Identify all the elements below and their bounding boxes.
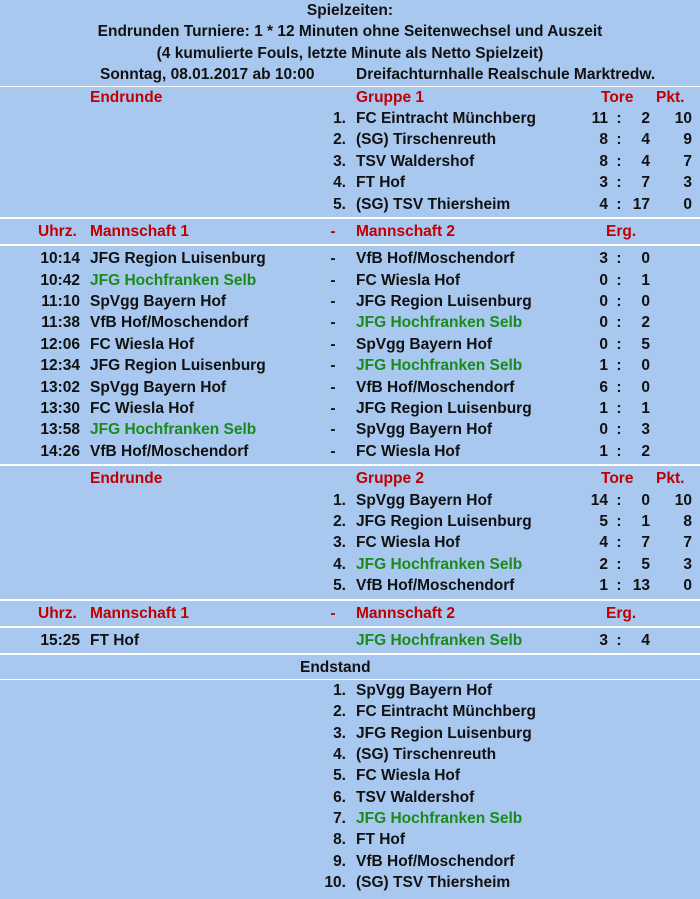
goals-against: 5: [641, 555, 650, 573]
goals-against: 17: [632, 195, 650, 213]
home-team: VfB Hof/Moschendorf: [90, 314, 249, 332]
team-name: SpVgg Bayern Hof: [356, 491, 493, 509]
team-name: (SG) Tirschenreuth: [356, 131, 497, 149]
team2-header: Mannschaft 2: [356, 604, 456, 622]
rank: 6.: [333, 788, 346, 806]
home-score: 3: [599, 631, 608, 649]
header-rules-line-2: (4 kumulierte Fouls, letzte Minute als Netto Spielzeit): [156, 44, 544, 62]
standings-title: Endstand: [300, 659, 371, 677]
team-name: FT Hof: [356, 831, 406, 849]
points-label: Pkt.: [656, 88, 685, 106]
match-row: [0, 291, 700, 312]
match-time: 13:02: [40, 378, 80, 396]
goals-colon: :: [616, 131, 622, 149]
goals-against: 7: [641, 174, 650, 192]
away-team: JFG Hochfranken Selb: [356, 357, 523, 375]
goals-for: 2: [599, 555, 608, 573]
team-name: VfB Hof/Moschendorf: [356, 577, 515, 595]
goals-for: 4: [599, 195, 608, 213]
team-name: SpVgg Bayern Hof: [356, 681, 493, 699]
match-row: [0, 398, 700, 419]
group-1-table: [0, 87, 700, 215]
goals-colon: :: [616, 512, 622, 530]
goals-for: 11: [591, 109, 608, 127]
goals-for: 1: [599, 577, 608, 595]
match-time: 12:34: [40, 357, 80, 375]
team-name: TSV Waldershof: [356, 788, 475, 806]
match-dash: -: [330, 421, 336, 439]
points-label: Pkt.: [656, 470, 685, 488]
team-name: FC Eintracht Münchberg: [356, 703, 536, 721]
away-score: 0: [641, 293, 650, 311]
table-row: [0, 554, 700, 575]
score-colon: :: [616, 421, 622, 439]
goals-against: 4: [641, 131, 650, 149]
goals-colon: :: [616, 174, 622, 192]
match-row: [0, 441, 700, 462]
rank: 1.: [333, 491, 346, 509]
dash-header: -: [330, 604, 336, 622]
rank: 1.: [333, 681, 346, 699]
table-row: [0, 194, 700, 215]
match-time: 12:06: [40, 335, 80, 353]
table-row: [0, 129, 700, 150]
home-score: 0: [599, 421, 608, 439]
goals-for: 14: [590, 491, 608, 509]
goals-against: 2: [641, 109, 650, 127]
home-team: FC Wiesla Hof: [90, 335, 195, 353]
rank: 3.: [333, 534, 346, 552]
match-row: [0, 270, 700, 291]
match-dash: -: [330, 378, 336, 396]
home-team: JFG Hochfranken Selb: [90, 421, 257, 439]
match-time: 13:58: [40, 421, 80, 439]
away-score: 0: [641, 378, 650, 396]
team1-header: Mannschaft 1: [90, 604, 190, 622]
standings-row: [0, 701, 700, 722]
points: 3: [683, 555, 692, 573]
table-row: [0, 151, 700, 172]
score-colon: :: [616, 293, 622, 311]
goals-colon: :: [616, 534, 622, 552]
away-team: JFG Region Luisenburg: [356, 400, 532, 418]
header-date: Sonntag, 08.01.2017 ab 10:00: [100, 66, 315, 84]
away-team: SpVgg Bayern Hof: [356, 421, 493, 439]
separator: [0, 626, 700, 628]
matches-header: [0, 221, 700, 242]
team-name: JFG Hochfranken Selb: [356, 555, 523, 573]
match-dash: -: [330, 357, 336, 375]
match-time: 15:25: [40, 631, 80, 649]
team-name: JFG Region Luisenburg: [356, 724, 532, 742]
goals-for: 3: [599, 174, 608, 192]
goals-against: 1: [641, 512, 650, 530]
score-colon: :: [616, 250, 622, 268]
goals-colon: :: [616, 195, 622, 213]
rank: 7.: [333, 810, 346, 828]
final-match-row: [0, 630, 700, 651]
away-score: 2: [641, 314, 650, 332]
header-title: Spielzeiten:: [306, 2, 394, 19]
away-team: JFG Hochfranken Selb: [356, 631, 523, 649]
goals-for: 4: [599, 534, 608, 552]
away-team: JFG Hochfranken Selb: [356, 314, 523, 332]
team2-header: Mannschaft 2: [356, 222, 456, 240]
match-dash: -: [330, 400, 336, 418]
match-dash: -: [330, 293, 336, 311]
team-name: JFG Region Luisenburg: [356, 512, 532, 530]
away-score: 3: [641, 421, 650, 439]
standings-row: [0, 787, 700, 808]
home-team: JFG Hochfranken Selb: [90, 271, 257, 289]
points: 10: [674, 491, 692, 509]
standings-row: [0, 723, 700, 744]
home-score: 0: [599, 314, 608, 332]
points: 0: [683, 577, 692, 595]
home-score: 1: [599, 400, 608, 418]
round-label: Endrunde: [90, 470, 163, 488]
away-team: VfB Hof/Moschendorf: [356, 250, 515, 268]
score-colon: :: [616, 631, 622, 649]
goals-against: 4: [641, 152, 650, 170]
home-team: SpVgg Bayern Hof: [90, 293, 227, 311]
points: 0: [683, 195, 692, 213]
goals-against: 7: [641, 534, 650, 552]
score-colon: :: [616, 314, 622, 332]
home-team: FC Wiesla Hof: [90, 400, 195, 418]
separator: [0, 217, 700, 219]
separator: [0, 464, 700, 466]
match-dash: -: [330, 271, 336, 289]
header-venue: Dreifachturnhalle Realschule Marktredw.: [356, 66, 656, 84]
home-team: VfB Hof/Moschendorf: [90, 442, 249, 460]
away-team: SpVgg Bayern Hof: [356, 335, 493, 353]
header: [0, 0, 700, 86]
header-rules-line-1: Endrunden Turniere: 1 * 12 Minuten ohne Seitenwechsel und Auszeit: [97, 23, 603, 41]
time-header: Uhrz.: [38, 222, 77, 240]
final-standings: [0, 657, 700, 893]
table-row: [0, 511, 700, 532]
points: 7: [683, 534, 692, 552]
rank: 8.: [333, 831, 346, 849]
group-2-table: [0, 468, 700, 596]
rank: 4.: [333, 745, 346, 763]
goals-label: Tore: [601, 470, 634, 488]
score-colon: :: [616, 357, 622, 375]
standings-row: [0, 808, 700, 829]
team-name: FT Hof: [356, 174, 406, 192]
rank: 5.: [333, 195, 346, 213]
rank: 5.: [333, 577, 346, 595]
rank: 3.: [333, 152, 346, 170]
rank: 1.: [333, 109, 346, 127]
table-row: [0, 490, 700, 511]
match-time: 14:26: [40, 442, 80, 460]
match-time: 10:42: [40, 271, 80, 289]
standings-row: [0, 680, 700, 701]
rank: 4.: [333, 174, 346, 192]
team-name: JFG Hochfranken Selb: [356, 810, 523, 828]
rank: 10.: [324, 874, 346, 892]
score-colon: :: [616, 335, 622, 353]
table-row: [0, 172, 700, 193]
standings-row: [0, 872, 700, 893]
team-name: FC Wiesla Hof: [356, 767, 461, 785]
team-name: (SG) Tirschenreuth: [356, 745, 497, 763]
goals-against: 13: [632, 577, 650, 595]
team1-header: Mannschaft 1: [90, 222, 190, 240]
team-name: TSV Waldershof: [356, 152, 475, 170]
separator: [0, 244, 700, 246]
match-dash: -: [330, 314, 336, 332]
rank: 9.: [333, 852, 346, 870]
dash-header: -: [330, 222, 336, 240]
points: 10: [674, 109, 692, 127]
goals-colon: :: [616, 152, 622, 170]
home-score: 0: [599, 335, 608, 353]
time-header: Uhrz.: [38, 604, 77, 622]
points: 7: [683, 152, 692, 170]
home-team: FT Hof: [90, 631, 140, 649]
away-team: FC Wiesla Hof: [356, 442, 461, 460]
match-time: 10:14: [40, 250, 80, 268]
match-dash: -: [330, 250, 336, 268]
rank: 5.: [333, 767, 346, 785]
away-score: 1: [641, 271, 650, 289]
away-team: FC Wiesla Hof: [356, 271, 461, 289]
team-name: (SG) TSV Thiersheim: [356, 874, 511, 892]
standings-row: [0, 765, 700, 786]
result-header: Erg.: [606, 222, 637, 240]
away-score: 0: [641, 357, 650, 375]
match-time: 13:30: [40, 400, 80, 418]
goals-against: 0: [641, 491, 650, 509]
table-row: [0, 575, 700, 596]
match-row: [0, 355, 700, 376]
away-score: 2: [641, 442, 650, 460]
score-colon: :: [616, 400, 622, 418]
standings-row: [0, 851, 700, 872]
score-colon: :: [616, 442, 622, 460]
match-row: [0, 248, 700, 269]
match-row: [0, 419, 700, 440]
away-team: JFG Region Luisenburg: [356, 293, 532, 311]
home-team: SpVgg Bayern Hof: [90, 378, 227, 396]
home-score: 1: [599, 357, 608, 375]
match-row: [0, 334, 700, 355]
table-row: [0, 108, 700, 129]
separator: [0, 653, 700, 655]
group-label: Gruppe 2: [356, 470, 425, 488]
separator: [0, 599, 700, 601]
team-name: FC Wiesla Hof: [356, 534, 461, 552]
goals-colon: :: [616, 491, 622, 509]
rank: 3.: [333, 724, 346, 742]
match-dash: -: [330, 335, 336, 353]
result-header: Erg.: [606, 604, 637, 622]
rank: 4.: [333, 555, 346, 573]
away-score: 5: [641, 335, 650, 353]
score-colon: :: [616, 378, 622, 396]
points: 3: [683, 174, 692, 192]
away-score: 4: [641, 631, 650, 649]
home-score: 0: [599, 293, 608, 311]
away-score: 1: [641, 400, 650, 418]
goals-for: 8: [599, 131, 608, 149]
away-team: VfB Hof/Moschendorf: [356, 378, 515, 396]
rank: 2.: [333, 703, 346, 721]
rank: 2.: [333, 512, 346, 530]
match-time: 11:10: [41, 293, 80, 311]
home-team: JFG Region Luisenburg: [90, 357, 266, 375]
goals-colon: :: [616, 577, 622, 595]
home-team: JFG Region Luisenburg: [90, 250, 266, 268]
team-name: FC Eintracht Münchberg: [356, 109, 536, 127]
final-matches-header: [0, 603, 700, 624]
home-score: 1: [599, 442, 608, 460]
match-list: [0, 248, 700, 462]
points: 9: [683, 131, 692, 149]
home-score: 6: [599, 378, 608, 396]
standings-row: [0, 744, 700, 765]
rank: 2.: [333, 131, 346, 149]
goals-for: 8: [599, 152, 608, 170]
team-name: VfB Hof/Moschendorf: [356, 852, 515, 870]
home-score: 3: [599, 250, 608, 268]
match-time: 11:38: [41, 314, 80, 332]
match-row: [0, 377, 700, 398]
standings-row: [0, 829, 700, 850]
group-label: Gruppe 1: [356, 88, 425, 106]
goals-colon: :: [616, 555, 622, 573]
goals-label: Tore: [601, 88, 634, 106]
score-colon: :: [616, 271, 622, 289]
match-row: [0, 312, 700, 333]
away-score: 0: [641, 250, 650, 268]
table-row: [0, 532, 700, 553]
home-score: 0: [599, 271, 608, 289]
team-name: (SG) TSV Thiersheim: [356, 195, 511, 213]
goals-for: 5: [599, 512, 608, 530]
points: 8: [683, 512, 692, 530]
goals-colon: :: [616, 109, 622, 127]
round-label: Endrunde: [90, 88, 163, 106]
match-dash: -: [330, 442, 336, 460]
